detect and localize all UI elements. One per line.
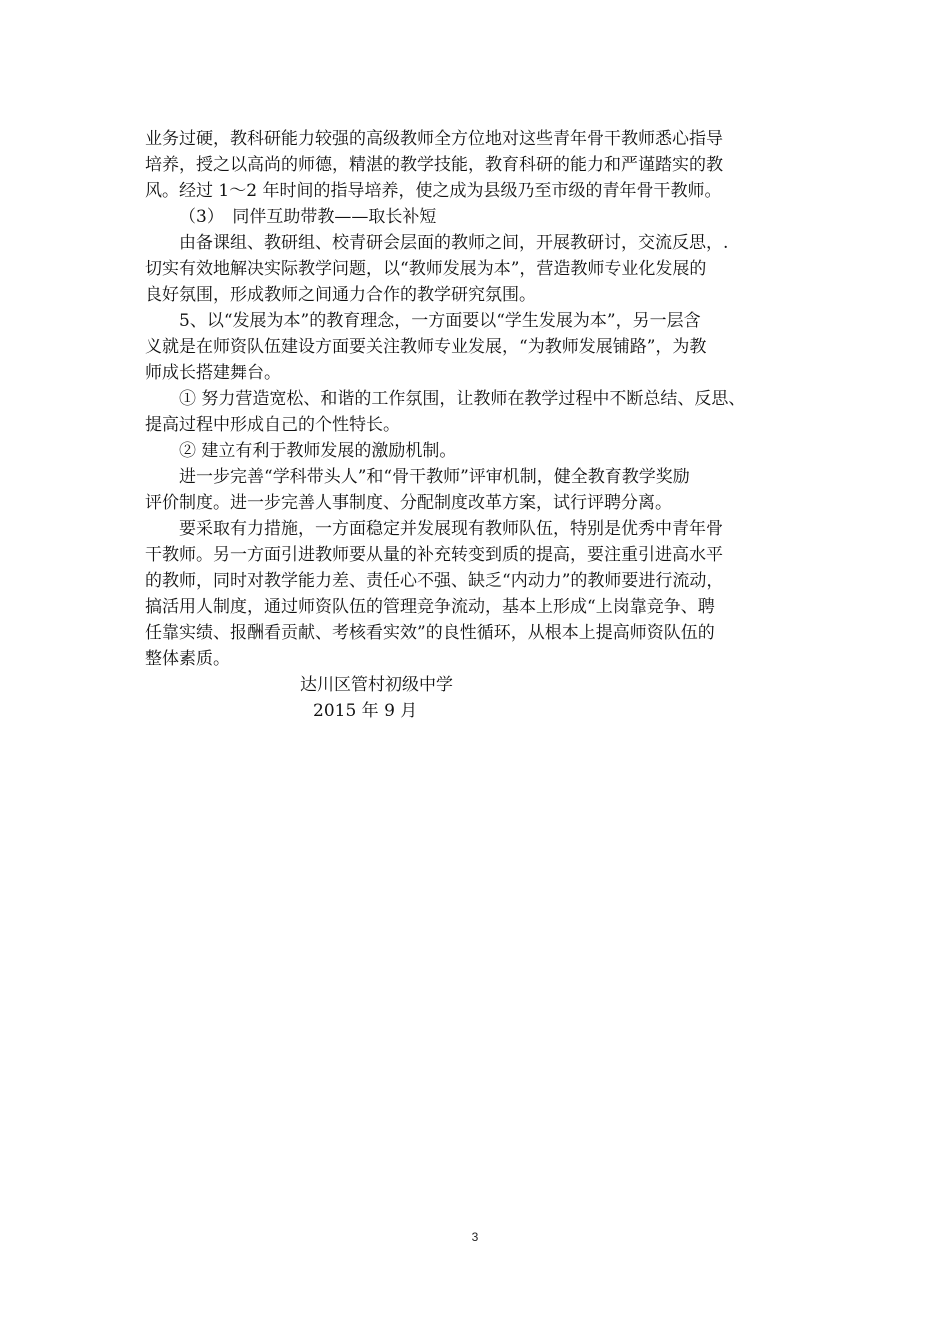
- signature-school: 达川区管村初级中学: [300, 675, 453, 695]
- paragraph-line: 师成长搭建舞台。: [145, 363, 281, 383]
- paragraph-line: 搞活用人制度，通过师资队伍的管理竞争流动，基本上形成“上岗靠竞争、聘: [145, 597, 715, 617]
- paragraph-line: 的教师，同时对教学能力差、责任心不强、缺乏“内动力”的教师要进行流动，: [145, 571, 724, 591]
- list-item-line: 提高过程中形成自己的个性特长。: [145, 415, 400, 435]
- paragraph-line: 风。经过 1～2 年时间的指导培养，使之成为县级乃至市级的青年骨干教师。: [145, 181, 722, 201]
- page-number: 3: [471, 1230, 479, 1244]
- paragraph-line: 整体素质。: [145, 649, 230, 669]
- paragraph-line: 任靠实绩、报酬看贡献、考核看实效”的良性循环，从根本上提高师资队伍的: [145, 623, 715, 643]
- paragraph-line: 切实有效地解决实际教学问题，以“教师发展为本”，营造教师专业化发展的: [145, 259, 707, 279]
- paragraph-line: 进一步完善“学科带头人”和“骨干教师”评审机制，健全教育教学奖励: [179, 467, 690, 487]
- document-body: [145, 126, 825, 724]
- paragraph-line: 业务过硬，教科研能力较强的高级教师全方位地对这些青年骨干教师悉心指导: [145, 129, 723, 149]
- paragraph-line: 良好氛围，形成教师之间通力合作的教学研究氛围。: [145, 285, 536, 305]
- signature-date: 2015 年 9 月: [313, 701, 418, 721]
- list-item-line: ② 建立有利于教师发展的激励机制。: [179, 441, 457, 461]
- paragraph-line: 5、以“发展为本”的教育理念，一方面要以“学生发展为本”，另一层含: [179, 311, 701, 331]
- paragraph-line: 培养，授之以高尚的师德，精湛的教学技能，教育科研的能力和严谨踏实的教: [145, 155, 723, 175]
- list-item-line: ① 努力营造宽松、和谐的工作氛围，让教师在教学过程中不断总结、反思、: [179, 389, 746, 409]
- section-heading: （3） 同伴互助带教——取长补短: [179, 207, 437, 227]
- paragraph-line: 干教师。另一方面引进教师要从量的补充转变到质的提高，要注重引进高水平: [145, 545, 723, 565]
- paragraph-line: 评价制度。进一步完善人事制度、分配制度改革方案，试行评聘分离。: [145, 493, 672, 513]
- paragraph-line: 由备课组、教研组、校青研会层面的教师之间，开展教研讨，交流反思，.: [179, 233, 729, 253]
- paragraph-line: 义就是在师资队伍建设方面要关注教师专业发展，“为教师发展铺路”，为教: [145, 337, 707, 357]
- paragraph-line: 要采取有力措施，一方面稳定并发展现有教师队伍，特别是优秀中青年骨: [179, 519, 723, 539]
